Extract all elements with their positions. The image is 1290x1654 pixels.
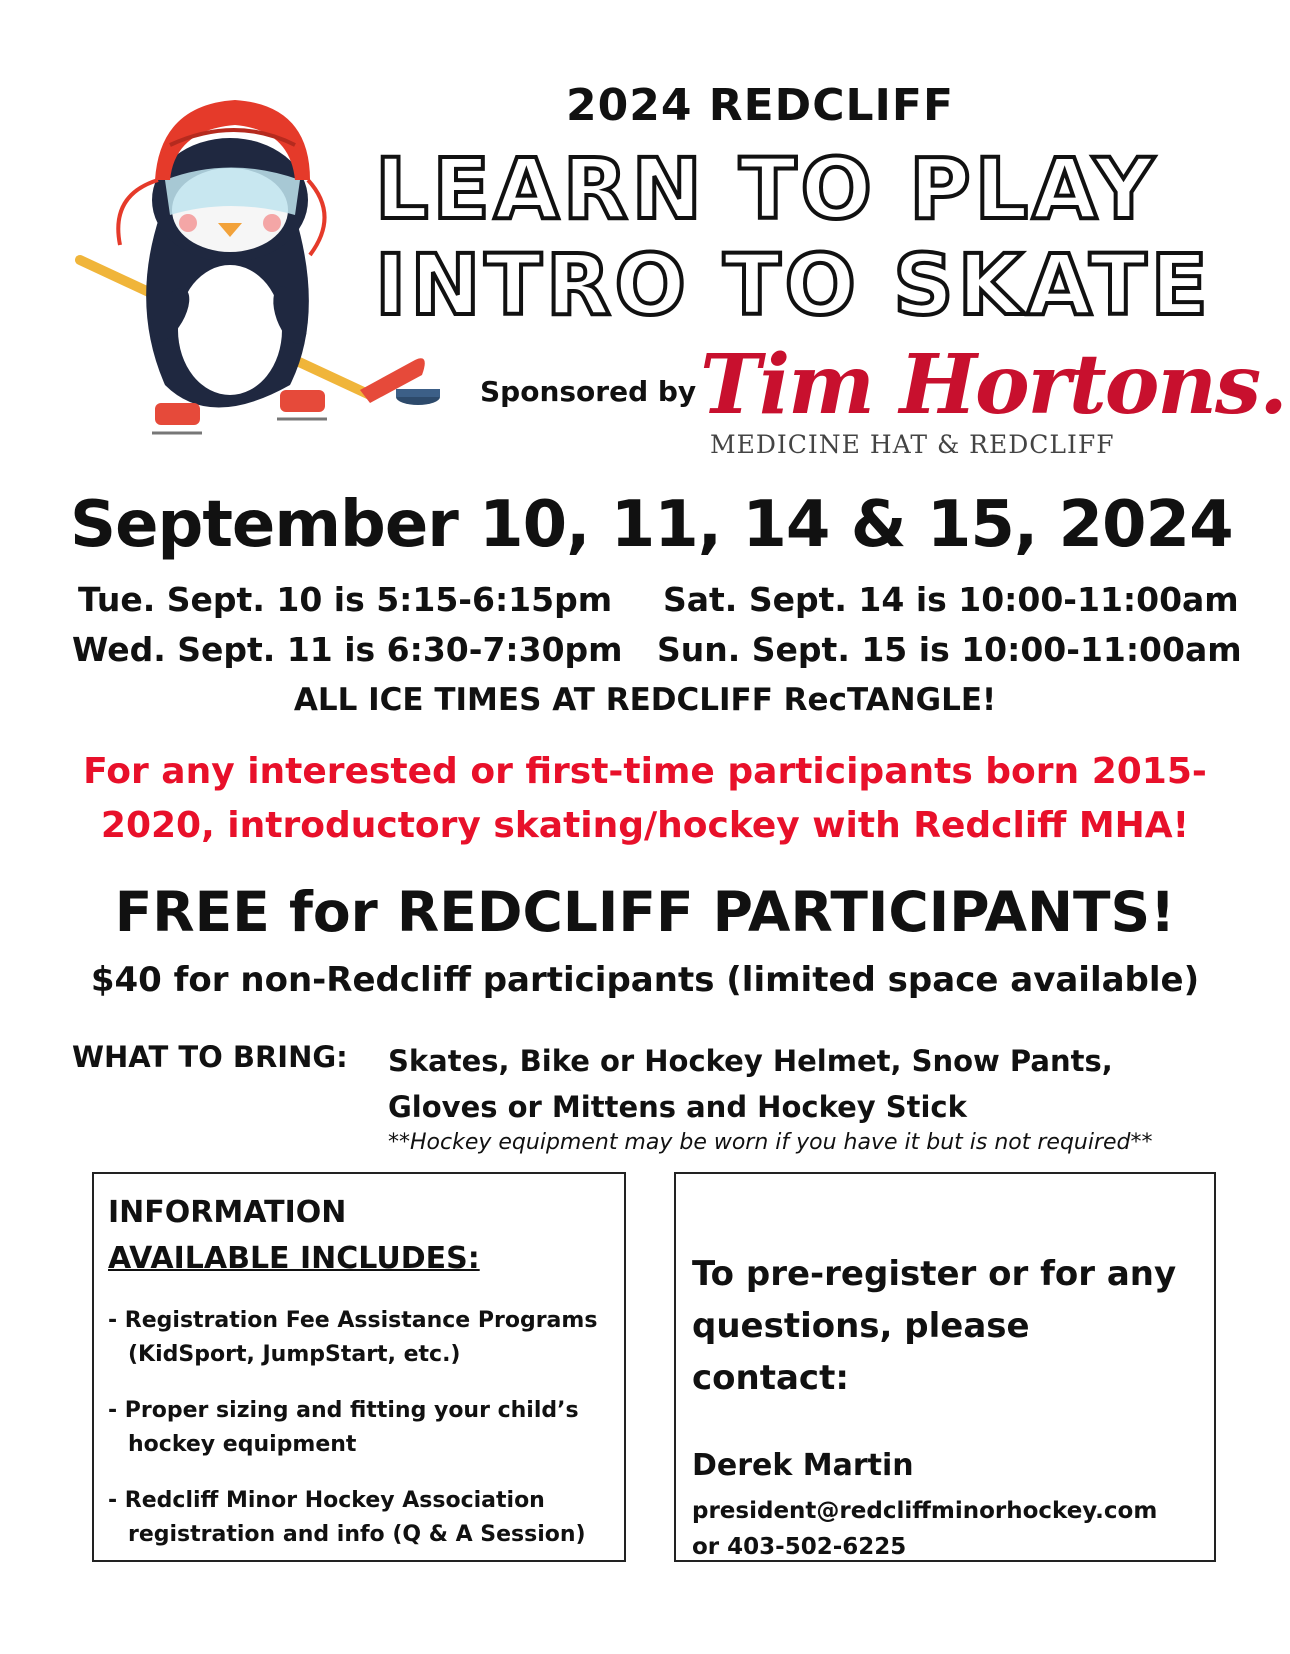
- what-to-bring-items: [388, 1038, 1168, 1130]
- sponsored-by-label: Sponsored by: [480, 375, 697, 408]
- bring-line-2: Gloves or Mittens and Hockey Stick: [388, 1090, 967, 1124]
- contact-box: [674, 1172, 1216, 1562]
- info-item: [108, 1394, 610, 1462]
- session-time-tue: Tue. Sept. 10 is 5:15-6:15pm: [78, 580, 613, 619]
- contact-intro: [692, 1248, 1198, 1404]
- free-participants-line: FREE for REDCLIFF PARTICIPANTS!: [114, 880, 1176, 944]
- information-box: [92, 1172, 626, 1562]
- session-time-wed: Wed. Sept. 11 is 6:30-7:30pm: [72, 630, 623, 669]
- info-item-line-1: - Registration Fee Assistance Programs: [108, 1308, 598, 1333]
- info-item-line-2: (KidSport, JumpStart, etc.): [128, 1342, 461, 1367]
- info-item-line-2: registration and info (Q & A Session): [128, 1522, 586, 1547]
- information-heading-line-2: AVAILABLE INCLUDES:: [108, 1241, 480, 1276]
- session-time-sun: Sun. Sept. 15 is 10:00-11:00am: [657, 630, 1242, 669]
- what-to-bring-label: WHAT TO BRING:: [72, 1040, 348, 1074]
- contact-phone[interactable]: or 403-502-6225: [692, 1534, 907, 1560]
- title-learn-to-play: LEARN TO PLAY: [375, 140, 1158, 238]
- contact-name: Derek Martin: [692, 1448, 914, 1483]
- information-heading: [108, 1190, 610, 1282]
- year-title: 2024 REDCLIFF: [565, 80, 955, 131]
- contact-email-link[interactable]: president@redcliffminorhockey.com: [692, 1498, 1158, 1524]
- info-item-line-1: - Redcliff Minor Hockey Association: [108, 1488, 545, 1513]
- tim-hortons-logo: [700, 337, 1286, 470]
- event-dates: September 10, 11, 14 & 15, 2024: [70, 488, 1233, 562]
- info-item-line-2: hockey equipment: [128, 1432, 357, 1457]
- info-item: [108, 1484, 610, 1552]
- session-time-sat: Sat. Sept. 14 is 10:00-11:00am: [663, 580, 1239, 619]
- contact-intro-line-1: To pre-register or for any: [692, 1254, 1177, 1294]
- info-item-line-1: - Proper sizing and fitting your child’s: [108, 1398, 579, 1423]
- eligibility-line-1: For any interested or first-time participants born 2015-: [83, 751, 1207, 792]
- information-heading-line-1: INFORMATION: [108, 1195, 347, 1230]
- equipment-note: **Hockey equipment may be worn if you have it but is not required**: [388, 1130, 1153, 1155]
- contact-intro-line-2: questions, please contact:: [692, 1306, 1030, 1398]
- eligibility-line-2: 2020, introductory skating/hockey with Redcliff MHA!: [100, 805, 1190, 846]
- sponsor-name: Tim Hortons.: [700, 337, 1286, 433]
- info-item: [108, 1304, 610, 1372]
- sponsor-location: MEDICINE HAT & REDCLIFF: [710, 430, 1115, 459]
- eligibility-message: [70, 745, 1220, 853]
- title-intro-to-skate: INTRO TO SKATE: [375, 236, 1212, 334]
- fee-line: $40 for non-Redcliff participants (limited space available): [90, 960, 1200, 1000]
- bring-line-1: Skates, Bike or Hockey Helmet, Snow Pants,: [388, 1044, 1113, 1078]
- location-note: ALL ICE TIMES AT REDCLIFF RecTANGLE!: [293, 682, 997, 718]
